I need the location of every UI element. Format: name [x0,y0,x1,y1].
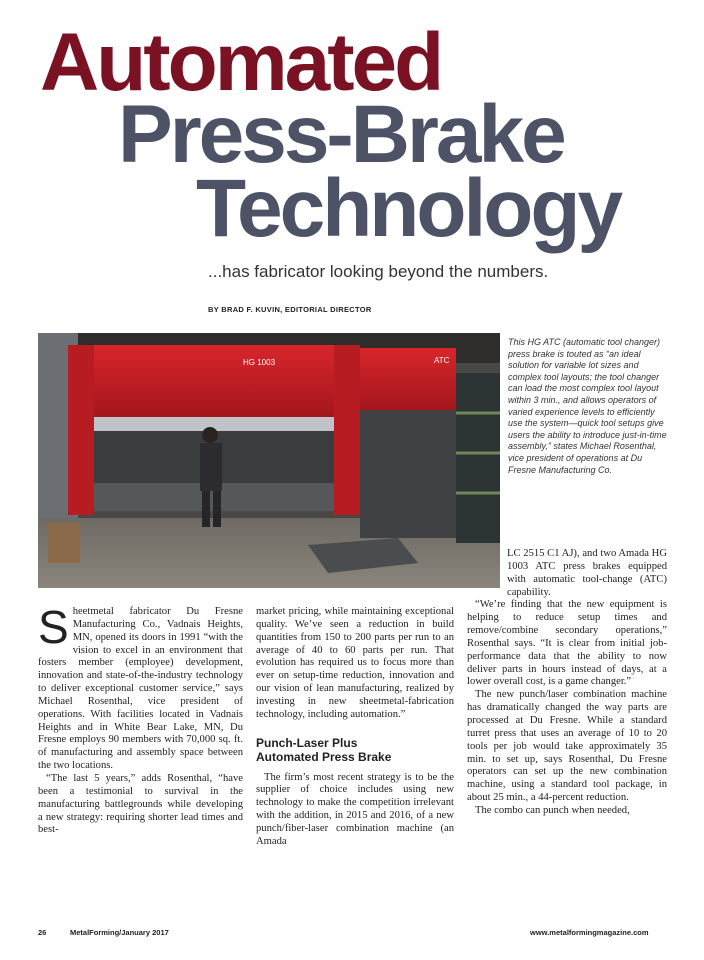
subhead-line-1: Punch-Laser Plus [256,735,358,750]
body-paragraph: The combo can punch when needed, [475,804,630,816]
body-paragraph: market pricing, while maintaining exceptional quality. We’ve seen a reduction in build quantities from 150 to 200 parts per run to an average of 40 to 60 parts per run. That evolution has required us to focus more than ever on setup-time reduction, innovation and our vision of lean manufacturing, realized by investing in new sheetmetal-fabrication technology, including automation.” [256,606,454,720]
body-paragraph: The firm’s most recent strategy is to be the supplier of choice includes using new technology to make the competition irrelevant with the addition, in 2015 and 2016, of a new punch/fiber-laser combination machine (an Amada [256,771,454,847]
press-brake-photo [38,333,500,588]
body-column-3 [467,548,667,818]
byline: BY BRAD F. KUVIN, EDITORIAL DIRECTOR [208,305,372,314]
body-paragraph: LC 2515 C1 AJ), and two Amada HG 1003 ATC press brakes equipped with automatic tool-change (ATC) capability. [507,548,667,598]
section-subhead [256,736,454,764]
body-column-2 [256,606,454,849]
subhead-line-2: Automated Press Brake [256,749,392,764]
body-paragraph [38,601,243,773]
body-text: heetmetal fabricator Du Fresne Manufacturing Co., Vadnais Heights, MN, opened its doors in 1991 “with the vision to excel in an environment that fosters member (employee) development, innovation and state-of-the-industry technology to deliver exceptional customer service,” says Michael Rosenthal, vice president of operations. With facilities located in Vadnais Heights and in White Bear Lake, MN, Du Fresne employs 90 members with 70,000 sq. ft. of manufacturing and assembly space between the two locations. [38,606,243,772]
body-column-1 [38,601,243,837]
headline-line-3: Technology [196,163,621,254]
body-paragraph: The new punch/laser combination machine has dramatically changed the way parts are processed at Du Fresne. While a standard turret press that uses an average of 10 to 20 tools per job would take approximately 35 min. to set up, says Rosenthal, Du Fresne operators can set up the new combination machine, using a standard tool package, in about 25 min., a 44-percent reduction. [467,689,667,804]
photo-caption: This HG ATC (automatic tool changer) press brake is touted as “an ideal solution for variable lot sizes and complex tool layouts; the tool changer can load the most complex tool layout within 3 min., and allows operators of varied experience levels to efficiently use the system—quick tool setups give users the ability to introduce just-in-time assembly,” states Michael Rosenthal, vice president of operations at Du Fresne Manufacturing Co. [508,337,667,475]
machine-label-left: HG 1003 [243,358,276,367]
body-paragraph: “We’re finding that the new equipment is helping to reduce setup times and remove/combine secondary operations,” Rosenthal says. “It is clear from initial job-performance data that the ability to now deliver parts in hours instead of days, at a lower overall cost, is a game changer.” [467,599,667,688]
machine-label-right: ATC [434,356,450,365]
subtitle: ...has fabricator looking beyond the numbers. [208,262,549,281]
page-number: 26 [38,928,47,937]
headline-line-2: Press-Brake [118,89,564,180]
press-brake-illustration [38,333,500,588]
website-url: www.metalformingmagazine.com [530,928,649,937]
body-paragraph: “The last 5 years,” adds Rosenthal, “have been a testimonial to survival in the manufacturing battlegrounds while developing a new strategy: requiring shorter lead times and best- [38,772,243,836]
drop-cap: S [38,601,69,653]
magazine-issue: MetalForming/January 2017 [70,928,169,937]
headline-line-1: Automated [40,17,442,108]
